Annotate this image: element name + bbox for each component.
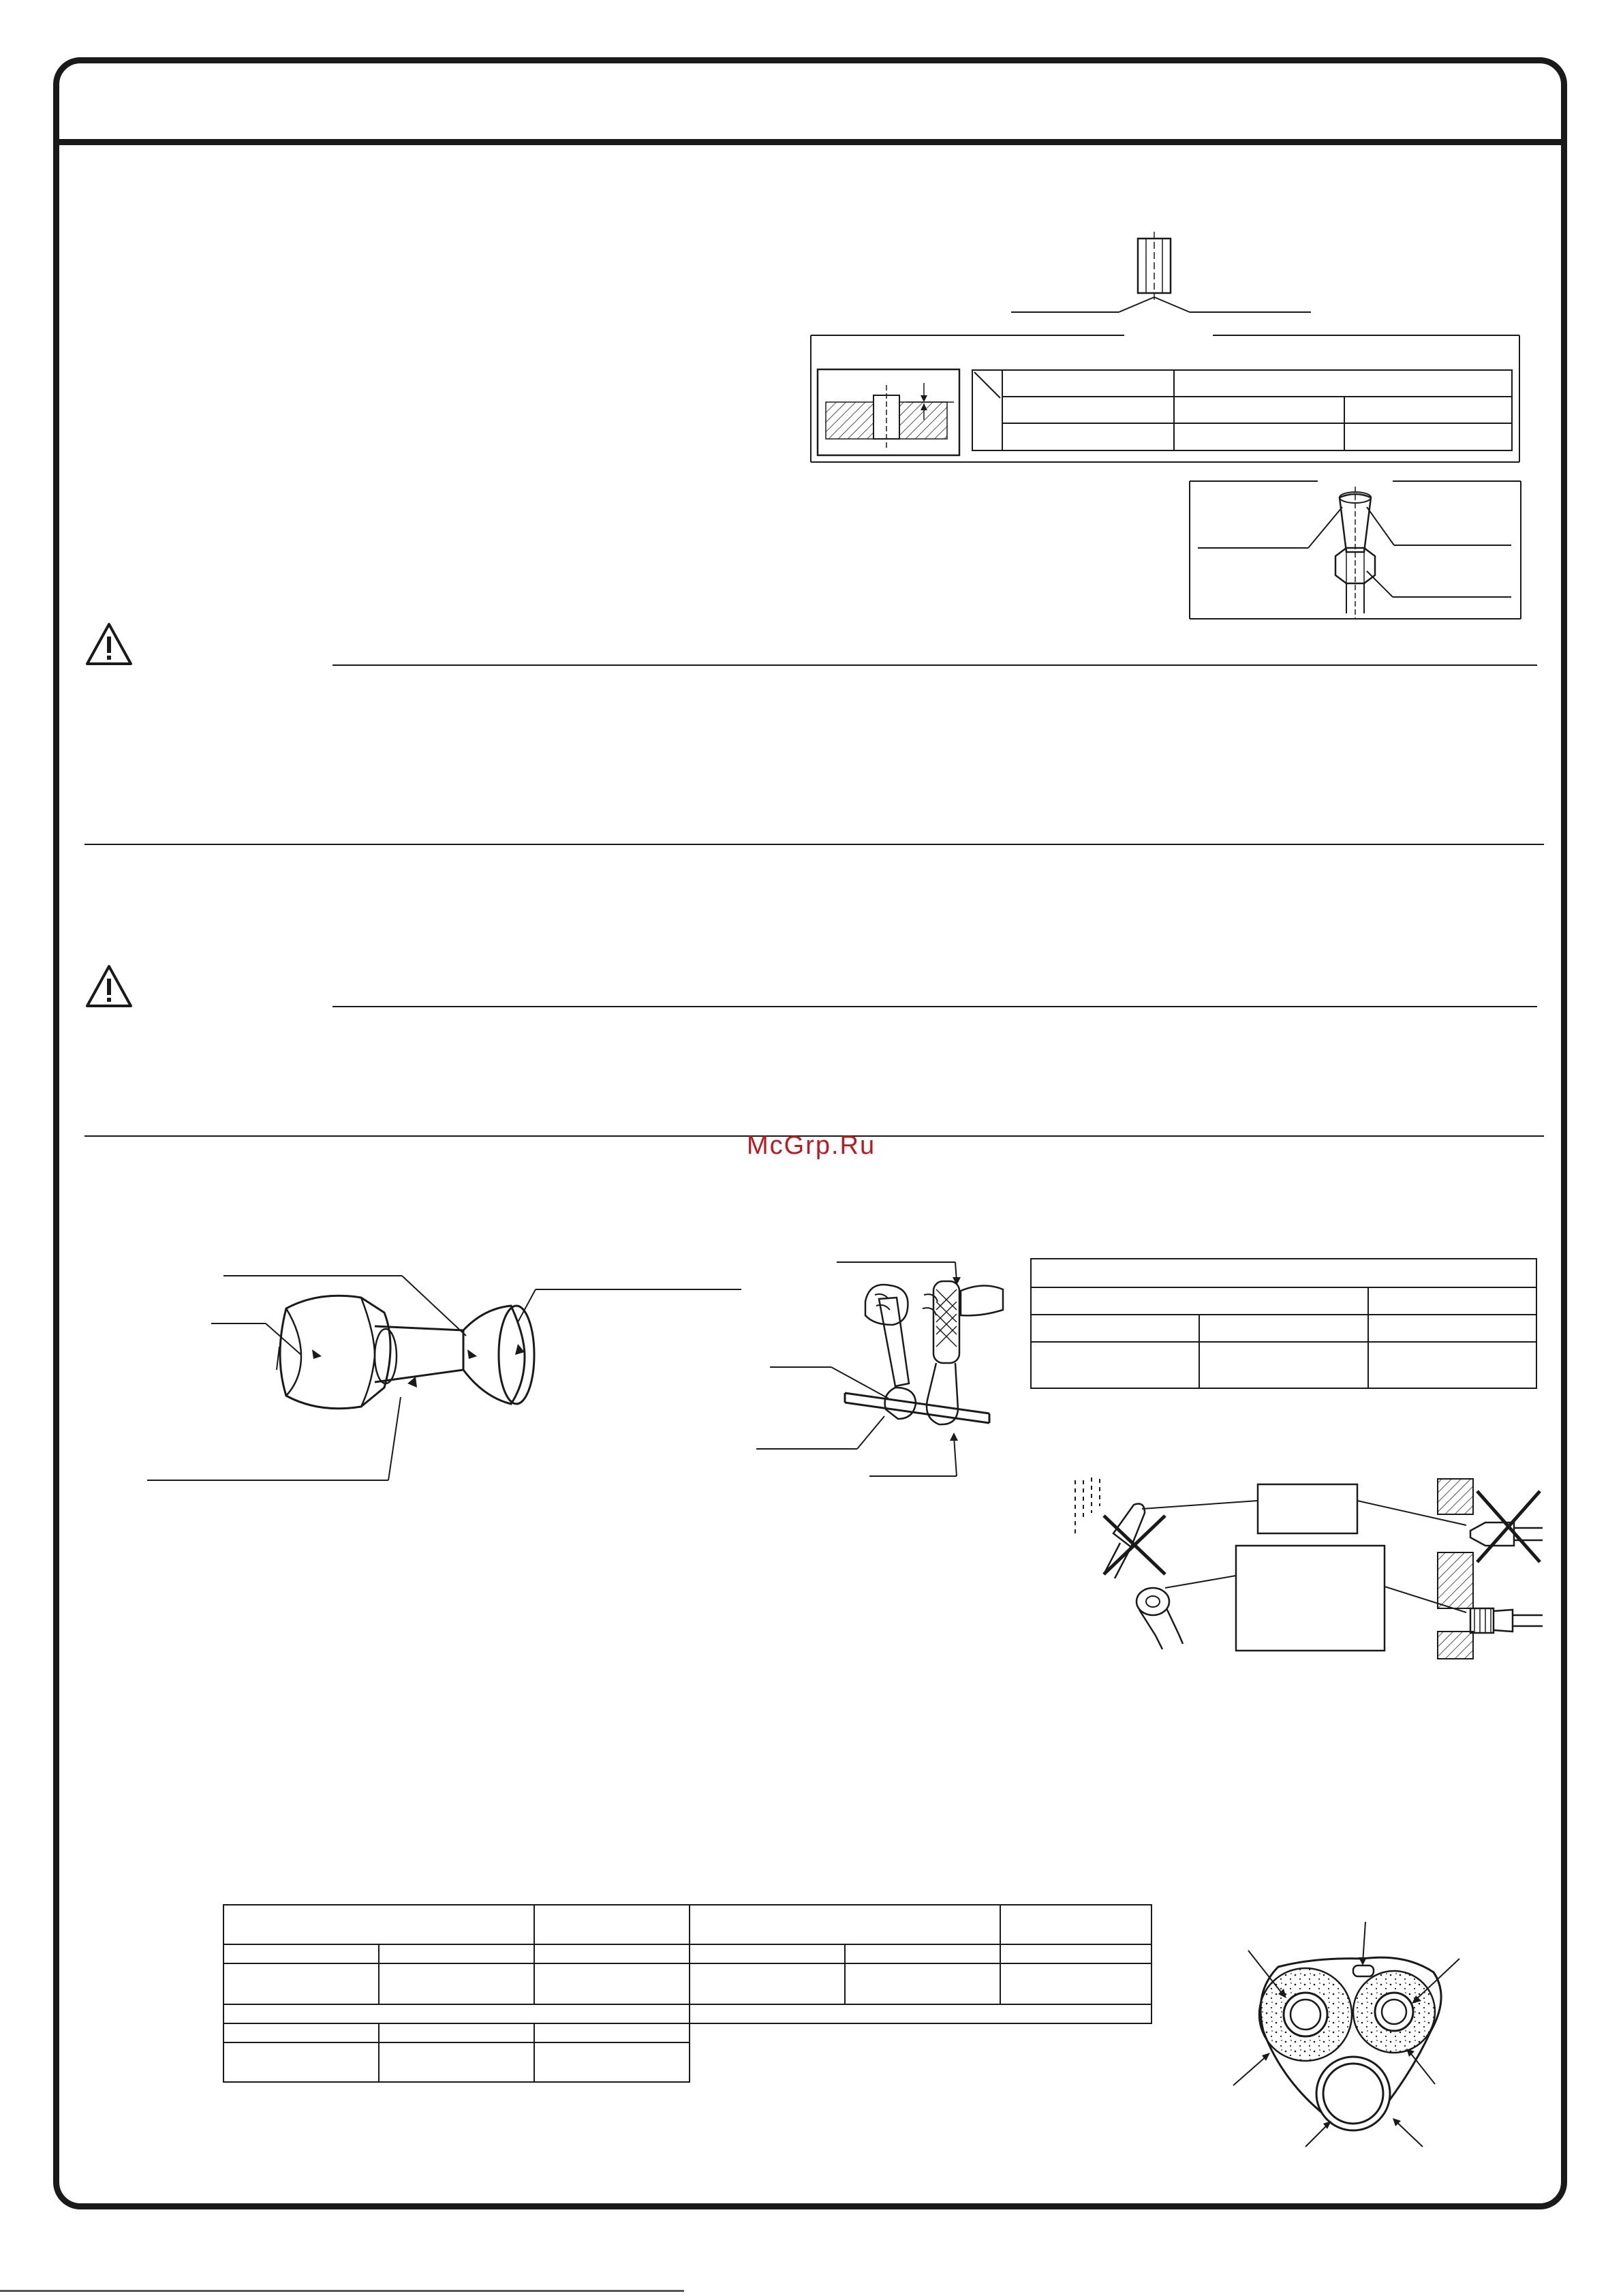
table-cell [845,1963,1000,2004]
header-divider [57,139,1564,145]
table-cell [379,2042,534,2082]
warning-triangle-icon [84,622,134,667]
table-cell [223,2004,690,2023]
table-cell [1031,1342,1199,1388]
table-cell [1368,1315,1536,1342]
table-cell [1031,1315,1199,1342]
table-cell [223,1905,534,1944]
table-cell [845,1944,1000,1963]
table-cell [1002,397,1174,423]
pipe-size-table [223,1904,1152,2083]
table-cell [1174,397,1344,423]
pipe-insulation-bundle-diagram [1226,1915,1472,2154]
tightening-torque-table [1030,1258,1537,1389]
table-cell [379,2023,534,2042]
table-corner-cell [972,370,1002,450]
flare-dimension-table [972,369,1513,451]
table-cell [1199,1315,1367,1342]
table-cell [1002,423,1174,450]
table-cell [1174,370,1512,397]
table-cell [534,1905,690,1944]
table-cell [1002,370,1174,397]
table-cell [1368,1342,1536,1388]
table-cell [1000,1944,1151,1963]
table-cell [1199,1342,1367,1388]
flare-nut-cross-section-diagram [143,1268,756,1486]
table-cell [1344,397,1512,423]
table-cell [1031,1259,1536,1287]
table-cell [1000,1963,1151,2004]
two-wrench-tightening-diagram [749,1254,1008,1486]
warning-1-rule [333,664,1537,666]
table-cell [223,1963,379,2004]
table-cell [534,2023,690,2042]
table-cell [223,1944,379,1963]
table-cell [1174,423,1344,450]
warning-2-rule [333,1006,1537,1007]
table-cell [379,1944,534,1963]
table-cell [223,2042,379,2082]
table-empty-region [690,2023,1151,2082]
table-cell [690,1963,845,2004]
table-cell [1344,423,1512,450]
table-cell [690,2004,1151,2023]
table-cell [379,1963,534,2004]
table-cell [1000,1905,1151,1944]
table-cell [534,2042,690,2082]
warning-triangle-icon [84,964,134,1009]
table-cell [534,1963,690,2004]
table-cell [690,1944,845,1963]
table-cell [223,2023,379,2042]
table-cell [1368,1287,1536,1315]
watermark: McGrp.Ru [747,1131,876,1160]
flare-correct-incorrect-diagram [1063,1472,1554,1690]
table-cell [1031,1287,1368,1315]
flare-nut-diagram [1188,480,1522,620]
table-cell [690,1905,1000,1944]
footer-rule [0,2290,684,2292]
section-divider-1 [84,844,1544,845]
table-cell [534,1944,690,1963]
